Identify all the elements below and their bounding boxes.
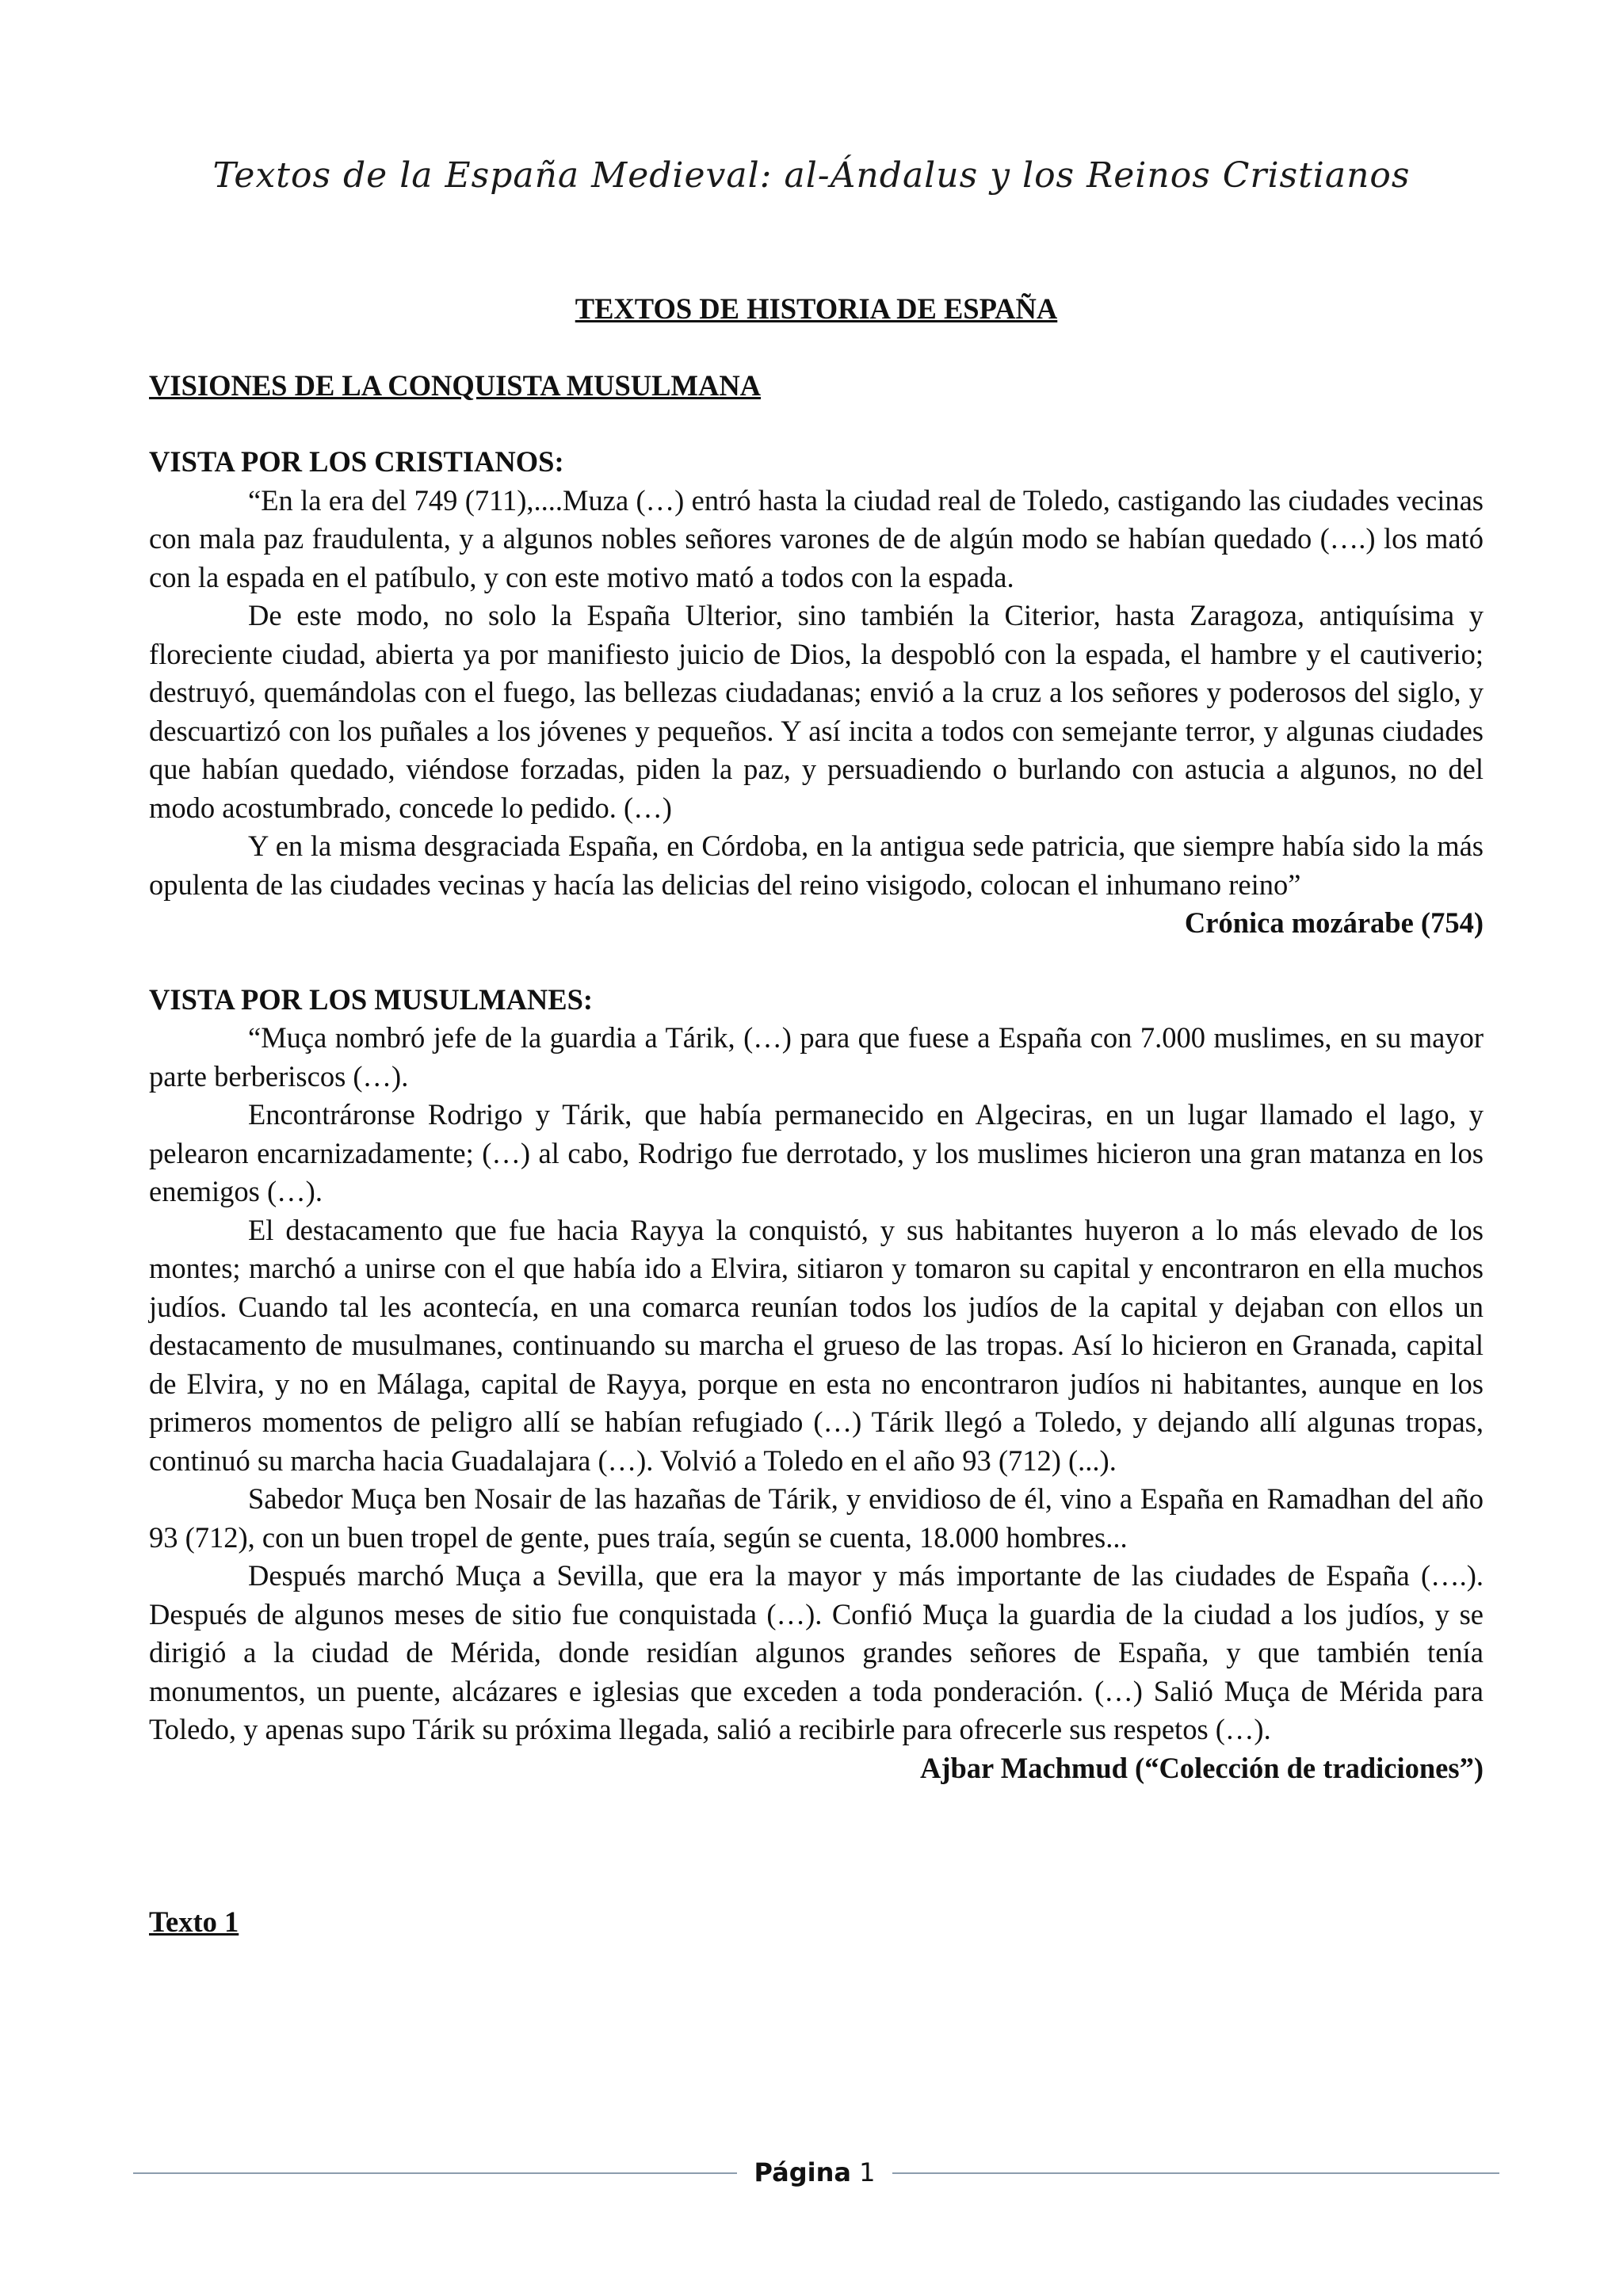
- christian-paragraph: “En la era del 749 (711),....Muza (…) entró hasta la ciudad real de Toledo, castigando las ciudades vecinas con mala paz fraudulenta, y a algunos nobles señores varones de de algún modo se habían quedado (….) los mató con la espada en el patíbulo, y con este motivo mató a todos con la espada.: [149, 483, 1484, 593]
- section-title: VISIONES DE LA CONQUISTA MUSULMANA: [149, 368, 762, 402]
- main-title: TEXTOS DE HISTORIA DE ESPAÑA: [575, 292, 1058, 325]
- running-header: Textos de la España Medieval: al-Ándalus y los Reinos Cristianos: [212, 155, 1411, 196]
- christian-paragraph: Y en la misma desgraciada España, en Córdoba, en la antigua sede patricia, que siempre había sido la más opulenta de las ciudades vecinas y hacía las delicias del reino visigodo, colocan el inhumano reino”: [149, 830, 1484, 901]
- muslim-paragraph: Después marchó Muça a Sevilla, que era la mayor y más importante de las ciudades de España (….). Después de algunos meses de sitio fue conquistada (…). Confió Muça la guardia de la ciudad a los judíos, y se dirigió a la ciudad de Mérida, donde residían algunos grandes señores de España, y que también tenía monumentos, un puente, alcázares e iglesias que exceden a toda ponderación. (…) Salió Muça de Mérida para Toledo, y apenas supo Tárik su próxima llegada, salió a recibirle para ofrecerle sus respetos (…).: [149, 1559, 1484, 1745]
- page-indicator: [737, 2155, 892, 2190]
- muslim-source: Ajbar Machmud (“Colección de tradiciones”): [919, 1751, 1484, 1784]
- page-number: 1: [859, 2157, 876, 2187]
- document-body: [149, 290, 1484, 1942]
- texto-label: Texto 1: [149, 1905, 239, 1938]
- christian-source: Crónica mozárabe (754): [1184, 906, 1484, 939]
- footer-rule-right: [892, 2172, 1499, 2174]
- christian-paragraph: De este modo, no solo la España Ulterior, sino también la Citerior, hasta Zaragoza, antiquísima y floreciente ciudad, abierta ya por manifiesto juicio de Dios, la despobló con la espada, el hambre y el cautiverio; destruyó, quemándolas con el fuego, las bellezas ciudadanas; envió a la cruz a los señores y poderosos del siglo, y descuartizó con los puñales a los jóvenes y pequeños. Y así incita a todos con semejante terror, y algunas ciudades que habían quedado, viéndose forzadas, piden la paz, y persuadiendo o burlando con astucia a algunos, no del modo acostumbrado, concede lo pedido. (…): [149, 599, 1484, 824]
- footer-rule-left: [133, 2172, 737, 2174]
- muslim-view-heading: VISTA POR LOS MUSULMANES:: [149, 982, 594, 1016]
- page-label: Página: [754, 2157, 851, 2187]
- page-footer: [133, 2155, 1499, 2190]
- christian-view-heading: VISTA POR LOS CRISTIANOS:: [149, 445, 564, 478]
- muslim-paragraph: El destacamento que fue hacia Rayya la conquistó, y sus habitantes huyeron a lo más elevado de los montes; marchó a unirse con el que había ido a Elvira, sitiaron y tomaron su capital y encontraron en ella muchos judíos. Cuando tal les acontecía, en una comarca reunían todos los judíos de la capital y dejaban con ellos un destacamento de musulmanes, continuando su marcha el grueso de las tropas. Así lo hicieron en Granada, capital de Elvira, y no en Málaga, capital de Rayya, porque en esta no encontraron judíos ni habitantes, aunque en los primeros momentos de peligro allí se habían refugiado (…) Tárik llegó a Toledo, y dejando allí algunas tropas, continuó su marcha hacia Guadalajara (…). Volvió a Toledo en el año 93 (712) (...).: [149, 1213, 1484, 1477]
- muslim-paragraph: Encontráronse Rodrigo y Tárik, que había permanecido en Algeciras, en un lugar llamado el lago, y pelearon encarnizadamente; (…) al cabo, Rodrigo fue derrotado, y los muslimes hicieron una gran matanza en los enemigos (…).: [149, 1098, 1484, 1207]
- muslim-paragraph: Sabedor Muça ben Nosair de las hazañas de Tárik, y envidioso de él, vino a España en Ramadhan del año 93 (712), con un buen tropel de gente, pues traía, según se cuenta, 18.000 hombres...: [149, 1482, 1484, 1554]
- muslim-paragraph: “Muça nombró jefe de la guardia a Tárik, (…) para que fuese a España con 7.000 muslimes, en su mayor parte berberiscos (…).: [149, 1021, 1484, 1093]
